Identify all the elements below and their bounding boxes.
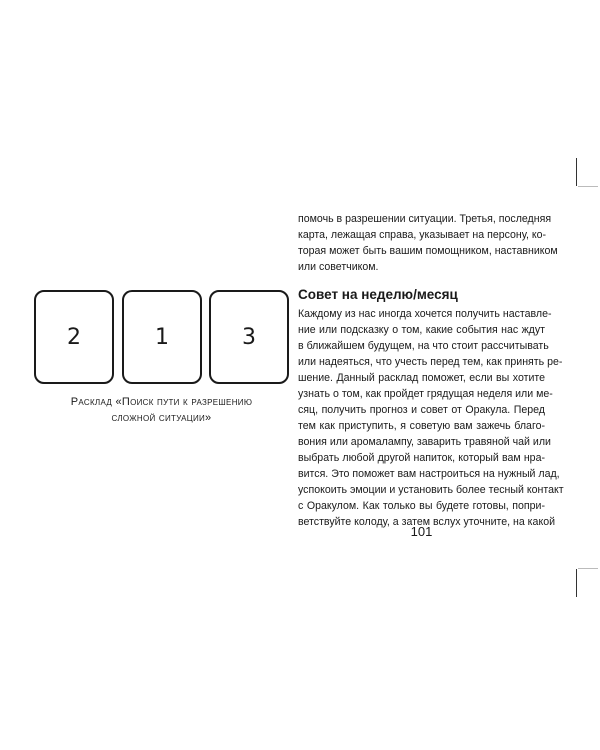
text-line: в ближайшем будущем, на что стоит рассчитывать <box>298 340 549 352</box>
text-line: или советчиком. <box>298 261 379 273</box>
tarot-card-position-2 <box>34 290 114 384</box>
text-line: сяц, получить прогноз и совет от Оракула. Перед <box>298 404 545 416</box>
tarot-card-position-1 <box>122 290 202 384</box>
card-number: 3 <box>242 324 256 350</box>
text-line: с Оракулом. Как только вы будете готовы, попри- <box>298 500 545 512</box>
text-line: карта, лежащая справа, указывает на персону, ко- <box>298 229 547 241</box>
crop-mark-bottom-horizontal <box>578 568 598 569</box>
crop-mark-bottom <box>576 569 577 597</box>
text-line: или надеяться, что учесть перед тем, как принять ре- <box>298 356 563 368</box>
text-line: торая может быть вашим помощником, наставником <box>298 245 558 257</box>
text-line: вония или аромалампу, заварить травяной чай или <box>298 436 551 448</box>
continuation-paragraph <box>298 211 558 275</box>
text-line: выбрать любой другой напиток, который вам нра- <box>298 452 545 464</box>
caption-line: Расклад «Поиск пути к разрешению <box>70 396 253 408</box>
text-line: узнать о том, как пройдет грядущая неделя или ме- <box>298 388 553 400</box>
text-line: вится. Это поможет вам настроиться на нужный лад, <box>298 468 560 480</box>
text-line: помочь в разрешении ситуации. Третья, последняя <box>298 213 552 225</box>
text-line: тем как приступить, я советую вам зажечь благо- <box>298 420 545 432</box>
tarot-card-position-3 <box>209 290 289 384</box>
crop-mark-top-horizontal <box>578 186 598 187</box>
card-number: 1 <box>155 324 169 350</box>
section-paragraph <box>298 306 564 530</box>
crop-mark-top <box>576 158 577 186</box>
text-line: шение. Данный расклад поможет, если вы хотите <box>298 372 545 384</box>
text-line: ние или подсказку о том, какие события нас ждут <box>298 324 545 336</box>
card-number: 2 <box>67 324 81 350</box>
text-line: успокоить эмоции и установить более тесный контакт <box>298 484 564 496</box>
spread-caption <box>34 394 289 426</box>
caption-line: сложной ситуации» <box>111 412 212 424</box>
text-line: Каждому из нас иногда хочется получить наставле- <box>298 308 552 320</box>
section-heading: Совет на неделю/месяц <box>298 287 458 302</box>
page-number: 101 <box>410 524 433 539</box>
text-line: ветствуйте колоду, а затем вслух уточните, на какой <box>298 516 556 528</box>
